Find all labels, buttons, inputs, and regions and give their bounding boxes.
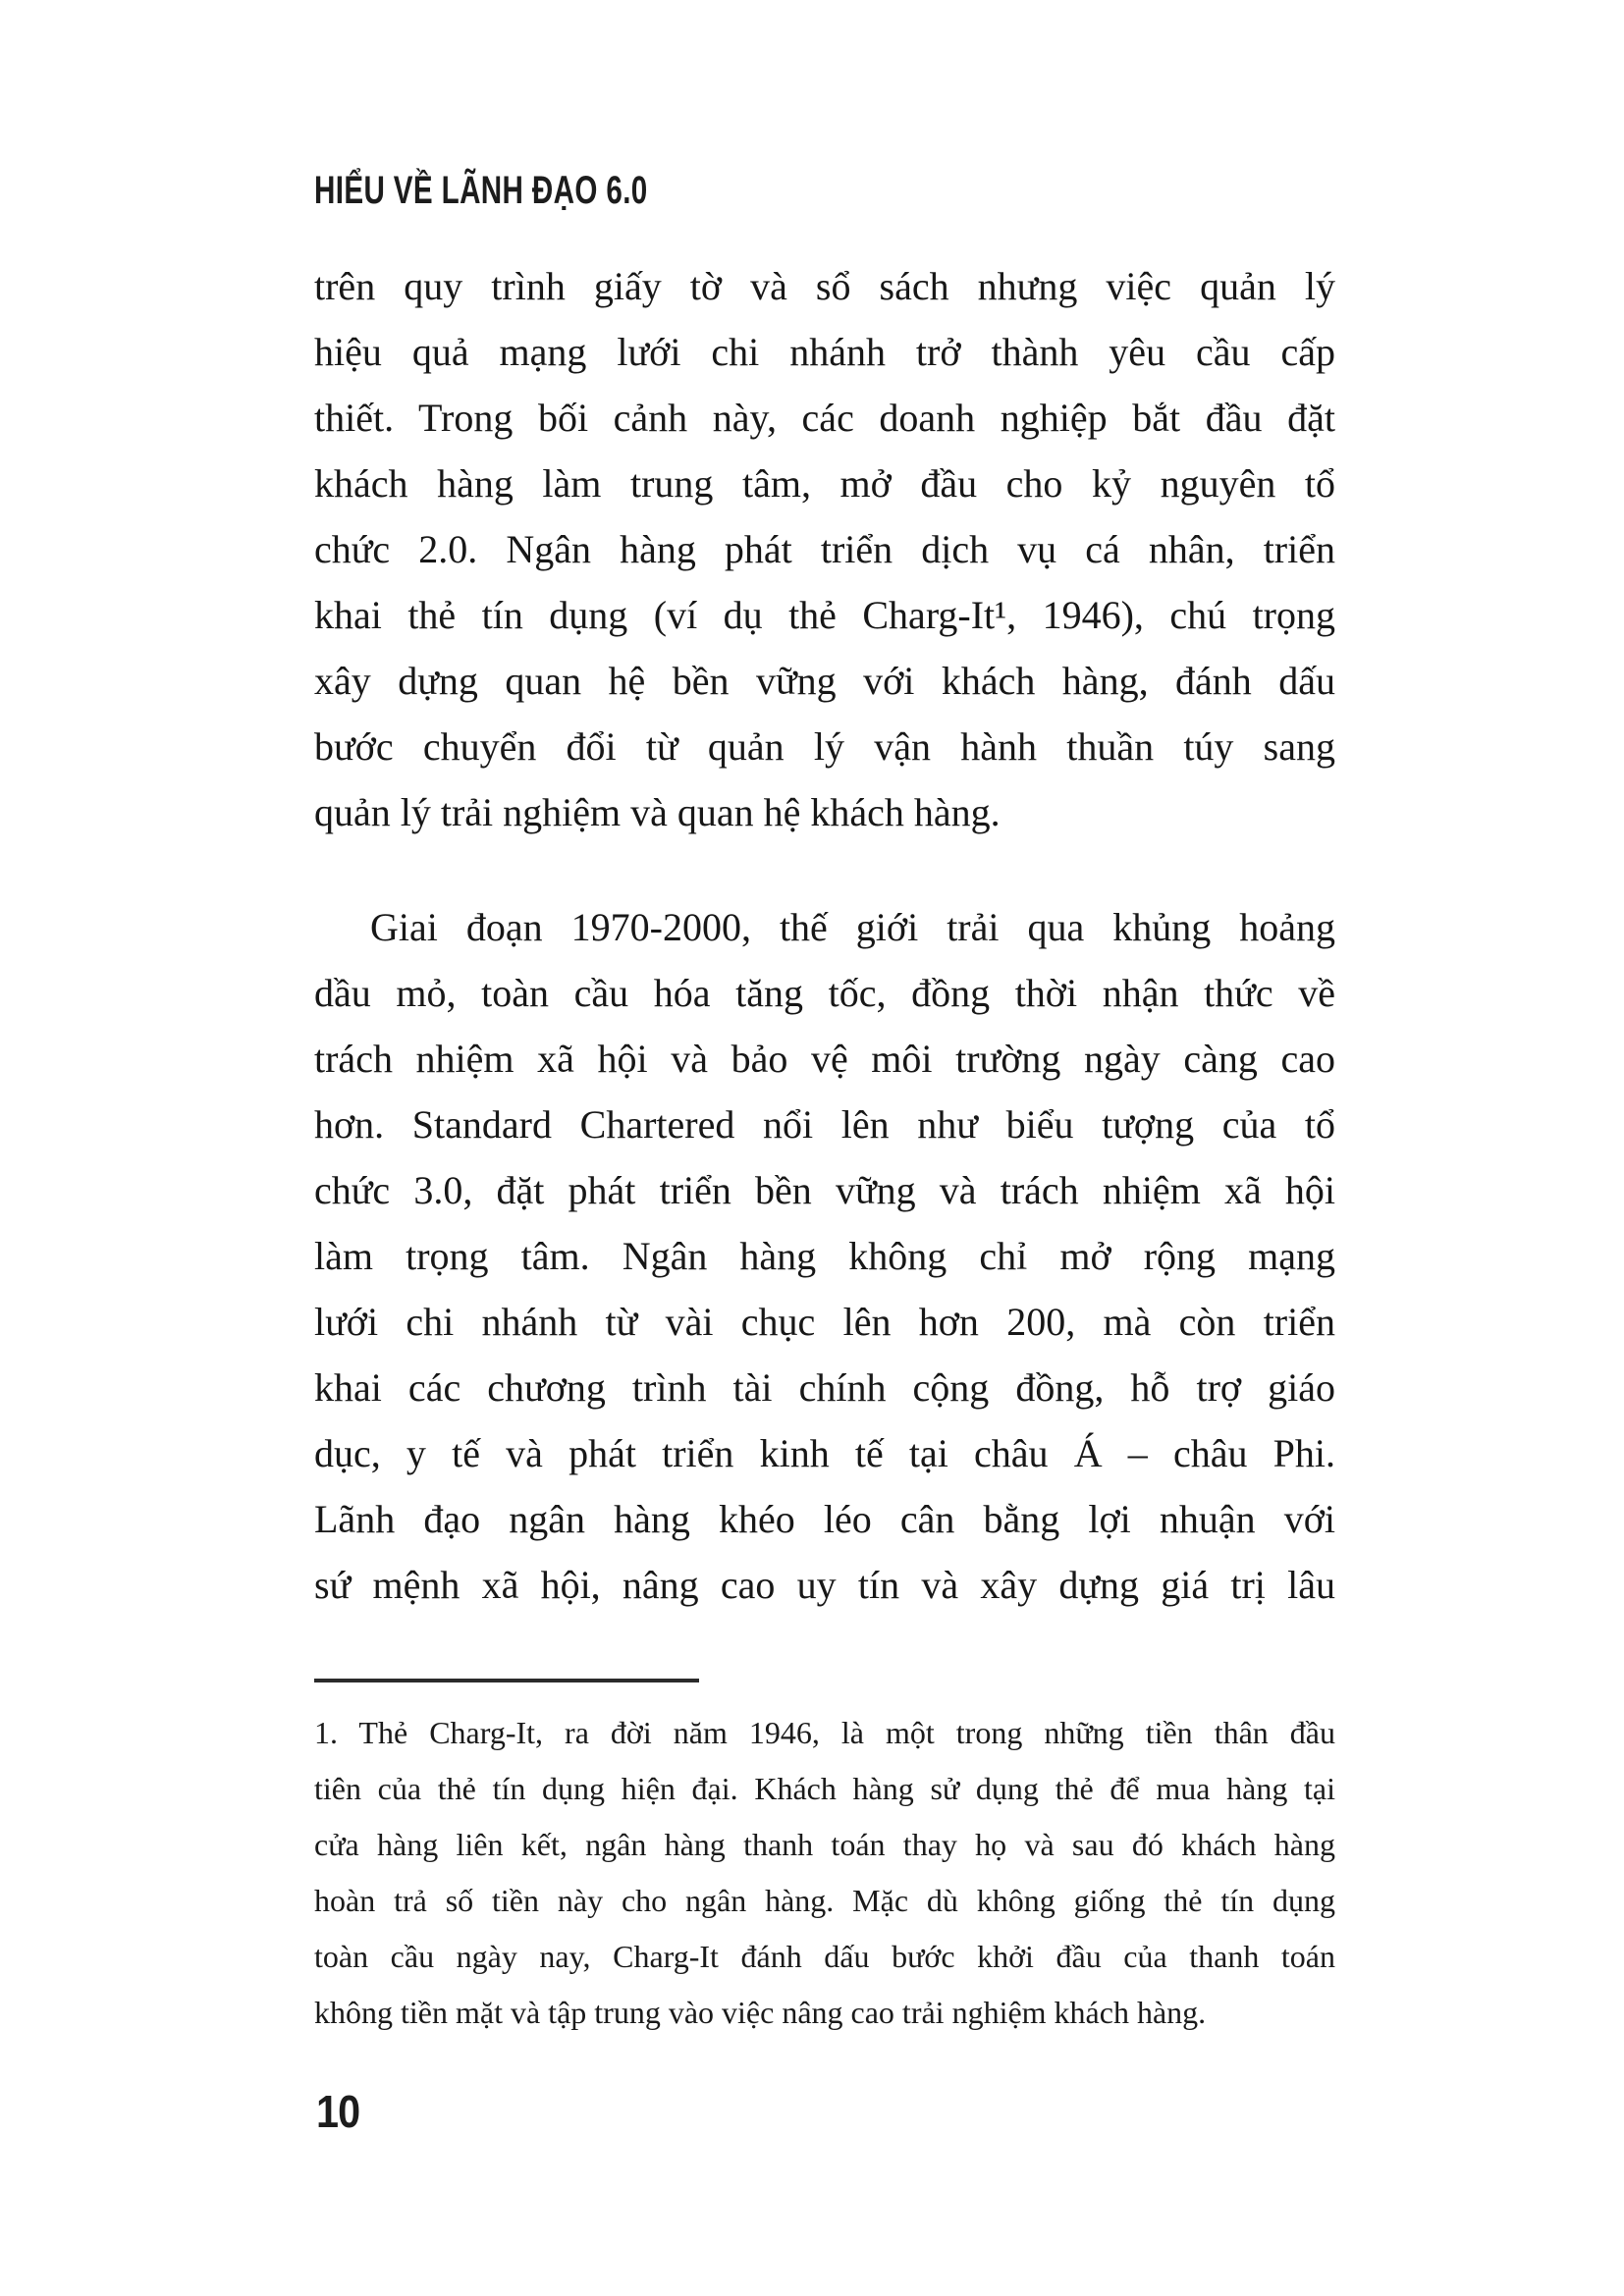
text-line: hoàn trả số tiền này cho ngân hàng. Mặc dù không giống thẻ tín dụng xyxy=(314,1883,1335,1918)
text-line: thiết. Trong bối cảnh này, các doanh nghiệp bắt đầu đặt xyxy=(314,396,1335,440)
text-line: hơn. Standard Chartered nổi lên như biểu tượng của tổ xyxy=(314,1102,1335,1147)
paragraph-1 xyxy=(314,253,1335,845)
text-line: Lãnh đạo ngân hàng khéo léo cân bằng lợi nhuận với xyxy=(314,1497,1335,1541)
running-header-text: HIỂU VỀ LÃNH ĐẠO 6.0 xyxy=(314,169,648,212)
text-line: hiệu quả mạng lưới chi nhánh trở thành yêu cầu cấp xyxy=(314,330,1335,374)
text-line: chức 2.0. Ngân hàng phát triển dịch vụ cá nhân, triển xyxy=(314,527,1335,571)
text-line: cửa hàng liên kết, ngân hàng thanh toán thay họ và sau đó khách hàng xyxy=(314,1827,1335,1862)
text-line: bước chuyển đổi từ quản lý vận hành thuần túy sang xyxy=(314,724,1335,769)
text-line: xây dựng quan hệ bền vững với khách hàng, đánh dấu xyxy=(314,659,1335,703)
text-line: khai các chương trình tài chính cộng đồng, hỗ trợ giáo xyxy=(314,1365,1335,1410)
text-line: trách nhiệm xã hội và bảo vệ môi trường ngày càng cao xyxy=(314,1037,1335,1081)
text-line: tiên của thẻ tín dụng hiện đại. Khách hàng sử dụng thẻ để mua hàng tại xyxy=(314,1771,1335,1806)
text-line: lưới chi nhánh từ vài chục lên hơn 200, mà còn triển xyxy=(314,1300,1335,1344)
running-header xyxy=(314,169,765,213)
text-line: dầu mỏ, toàn cầu hóa tăng tốc, đồng thời nhận thức về xyxy=(314,971,1335,1015)
text-line: toàn cầu ngày nay, Charg-It đánh dấu bước khởi đầu của thanh toán xyxy=(314,1939,1335,1974)
page-number: 10 xyxy=(316,2086,360,2137)
text-line: 1. Thẻ Charg-It, ra đời năm 1946, là một trong những tiền thân đầu xyxy=(314,1715,1335,1750)
text-line: dục, y tế và phát triển kinh tế tại châu Á – châu Phi. xyxy=(314,1431,1335,1475)
text-line: trên quy trình giấy tờ và sổ sách nhưng việc quản lý xyxy=(314,264,1335,308)
footnote xyxy=(314,1705,1335,2041)
text-line: không tiền mặt và tập trung vào việc nâng cao trải nghiệm khách hàng. xyxy=(314,1995,1207,2030)
text-line: quản lý trải nghiệm và quan hệ khách hàng. xyxy=(314,790,1001,834)
text-line: làm trọng tâm. Ngân hàng không chỉ mở rộng mạng xyxy=(314,1234,1335,1278)
text-line: khách hàng làm trung tâm, mở đầu cho kỷ nguyên tổ xyxy=(314,461,1335,506)
text-line: chức 3.0, đặt phát triển bền vững và trách nhiệm xã hội xyxy=(314,1168,1335,1212)
footnote-separator xyxy=(314,1679,699,1682)
text-line: sứ mệnh xã hội, nâng cao uy tín và xây dựng giá trị lâu xyxy=(314,1563,1335,1607)
text-line: Giai đoạn 1970-2000, thế giới trải qua khủng hoảng xyxy=(370,905,1335,949)
text-line: khai thẻ tín dụng (ví dụ thẻ Charg-It¹, 1946), chú trọng xyxy=(314,593,1335,637)
paragraph-2 xyxy=(314,894,1335,1618)
